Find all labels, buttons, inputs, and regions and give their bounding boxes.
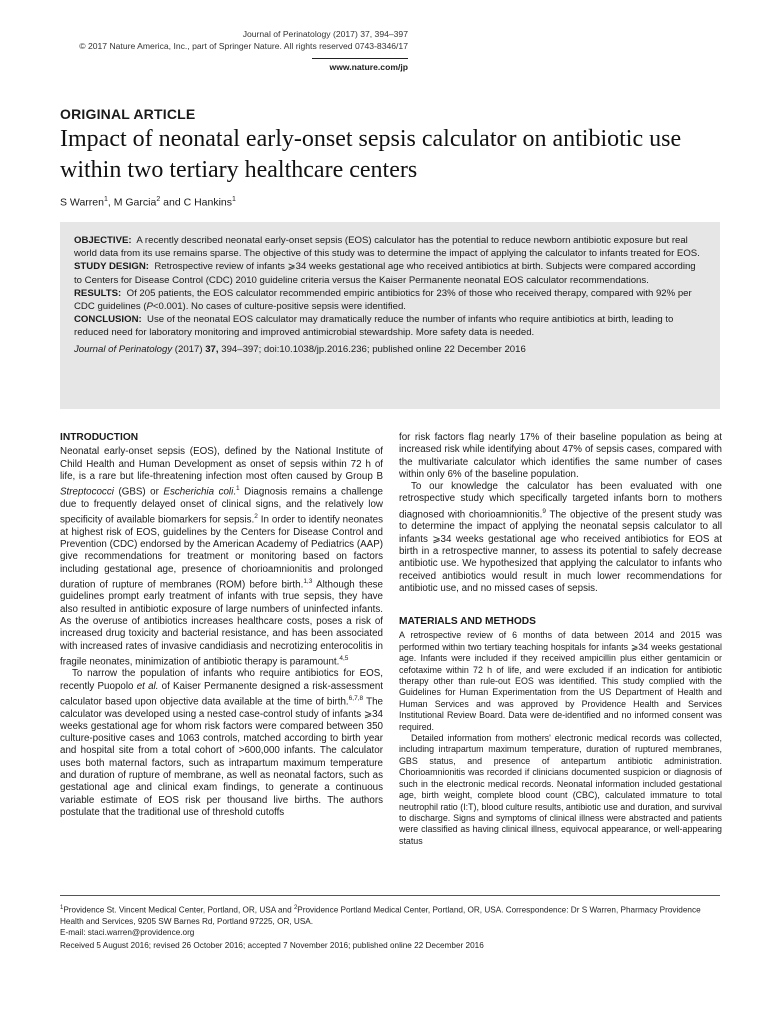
correspondence-email[interactable]: E-mail: staci.warren@providence.org [60,928,195,938]
reference-link[interactable]: 1 [236,485,240,493]
author-separator: , [107,196,114,209]
abstract-results [74,287,706,313]
citation-volume: 37, [205,343,219,355]
citation-journal: Journal of Perinatology [74,343,173,355]
author-name[interactable]: S Warren [60,196,104,209]
abstract-text: Of 205 patients, the EOS calculator recommended empiric antibiotics for 23% of those who received therapy, compared with 92% per CDC guidelines ( [74,287,692,313]
author-name[interactable]: M Garcia [113,196,157,209]
journal-url-link[interactable]: www.nature.com/jp [329,62,408,72]
abstract-label: OBJECTIVE: [74,235,132,246]
abstract-text: A recently described neonatal early-onset sepsis (EOS) calculator has the potential to reduce newborn antibiotic exposure but real world data from its use remains sparse. The objective of this study was to determine the impact of applying the calculator to infants treated for EOS. [74,235,700,260]
copyright-line: © 2017 Nature America, Inc., part of Springer Nature. All rights reserved 0743-8346/17 [79,41,408,51]
header-divider [312,58,408,59]
reference-link[interactable]: 1,3 [303,577,313,585]
p-value-symbol: P [146,301,153,313]
received-dates: Received 5 August 2016; revised 26 October 2016; accepted 7 November 2016; published online 22 December 2016 [60,941,484,950]
abstract-conclusion [74,313,706,339]
footnote-divider [60,895,720,896]
article-type-label: ORIGINAL ARTICLE [60,106,196,122]
article-citation [74,343,706,356]
body-paragraph: Neonatal early-onset sepsis (EOS), defined by the National Institute of Child Health and Human Development as onset of sepsis within 72 h of life, is a rare but life-threatening infection most often caused by Group B Streptococci (GBS) or Escherichia coli.$^1$ Diagnosis remains a challenge due to frequently delayed onset of clinical signs, and the relatively low specificity of available biomarkers for sepsis.$^2$ In order to identify neonates at highest risk of EOS, guidelines by the Centers for Disease Control and Prevention (CDC) endorsed by the American Academy of Pediatrics (AAP) give recommendations for treatment or monitoring based on factors including gestational age, presence of chorioamnionitis and prolonged duration of rupture of membranes (ROM) before birth.$^{1,3}$ Although these guidelines prompt early treatment of infants with true sepsis, they have also resulted in antibiotic exposure of large numbers of uninfected infants. As the overuse of antibiotics increases healthcare costs, poses a risk of increased drug toxicity and bacterial resistance, and has been associated with increased rates of invasive candidiasis and necrotizing enterocolitis in fragile neonates, minimization of antibiotic therapy is paramount.$^{4,5}$ [60,446,384,668]
abstract-study-design [74,260,706,286]
author-separator: and [160,196,184,209]
affiliation-marker: 1 [232,196,236,203]
abstract-text: Use of the neonatal EOS calculator may dramatically reduce the number of infants who require antibiotics at birth, leading to reduced need for laboratory monitoring and improved antimicrobial stewardship. More safety data is needed. [74,314,674,339]
affiliation-footnote: $^1$Providence St. Vincent Medical Center, Portland, OR, USA and $^2$Providence Portland Medical Center, Portland, OR, USA. Correspondence: Dr S Warren, Pharmacy Providence Health and Services, 9205 SW Barnes Rd, Portland 97225, OR, USA. E-mail: staci.warren@providence.org [60,905,701,938]
abstract-objective [74,234,706,260]
journal-header [60,28,408,52]
body-paragraph: To narrow the population of infants who require antibiotics for EOS, recently Puopolo et al. of Kaiser Permanente designed a risk-assessment calculator based upon objective data available at the time of birth.$^{6,7,8}$ The calculator was developed using a nested case-control study of infants ⩾34 weeks gestational age for whom risk factors were compared between 350 culture-positive cases and 1063 controls, matched according to birth year and hospital site from a total cohort of >600,000 infants. The calculator uses both maternal factors, such as intrapartum maximum temperature and duration of rupture of membrane, as well as neonatal factors, such as gestational age and clinical exam findings, to generate a continuous variable estimate of EOS risk per thousand live births. The authors postulate that the traditional use of threshold cutoffs [60,668,383,818]
affiliation-marker: 1 [103,196,108,203]
section-heading-introduction: INTRODUCTION [60,432,139,443]
abstract-label: STUDY DESIGN: [74,261,149,273]
reference-link[interactable]: 6,7,8 [348,695,364,702]
abstract-text: <0.001). No cases of culture-positive sepsis were identified. [152,301,406,313]
body-paragraph: To our knowledge the calculator has been evaluated with one retrospective study which specifically targeted infants born to mothers diagnosed with chorioamnionitis.$^9$ The objective of the present study was to determine the impact of applying the neonatal sepsis calculator to all infants ⩾34 weeks gestational age who received antibiotics for EOS at birth in a retrospective manner, to assess its potential to safely decrease antibiotic use. We hypothesized that applying the calculator to infants who received antibiotics would result in much lower recommendations for antibiotic use, and no missed cases of sepsis. [399,481,723,594]
section-heading-methods: MATERIALS AND METHODS [399,616,536,628]
citation-doi[interactable]: 394–397; doi:10.1038/jp.2016.236; published online 22 December 2016 [218,343,526,355]
abstract-label: RESULTS: [74,287,122,299]
section-spacer [399,595,722,616]
reference-link[interactable]: 9 [542,507,547,515]
body-paragraph: A retrospective review of 6 months of data between 2014 and 2015 was performed within two tertiary teaching hospitals for infants ⩾34 weeks gestational age. Infants were included if they received ampicillin plus either gentamicin or cefotaxime within 72 h of life, and were excluded if an indication for antibiotic therapy other than rule-out EOS was identified. This study complied with the Guidelines for Human Experimentation from the US Department of Health and Human Services and was approved by Providence Health and Services Institutional Review Board. Data were de-identified and no informed consent was required. [399,630,722,732]
reference-link[interactable]: 4,5 [339,654,349,662]
author-list [60,196,236,209]
reference-link[interactable]: 2 [254,513,258,521]
abstract-text: Retrospective review of infants ⩾34 weeks gestational age who received antibiotics at birth. Subjects were compared according to Centers for Disease Control (CDC) 2010 guideline criteria versus the Kaiser Permanente neonatal EOS calculator recommendations. [74,261,696,286]
affiliation-marker: 2 [156,196,161,203]
journal-citation-line: Journal of Perinatology (2017) 37, 394–397 [242,29,408,39]
abstract-label: CONCLUSION: [74,314,142,326]
abstract-box [60,222,720,409]
right-column [399,432,722,847]
body-paragraph: for risk factors flag nearly 17% of their baseline population as being at increased risk while identifying about 47% of sepsis cases, compared with the multivariate calculator which identifies the same number of cases within only 6% of the baseline population. [399,432,722,480]
body-paragraph: Detailed information from mothers' electronic medical records was collected, including intrapartum maximum temperature, duration of ruptured membranes, GBS status, and presence of antepartum antibiotic administration. Chorioamnionitis was recorded if clinicians documented suspicion or diagnosis of such in the electronic medical records. Neonatal information included gestational age, birth weight, complete blood count (CBC), calculated immature to total neutrophil ratio (I:T), blood culture results, antibiotic use and duration, and survival to discharge. Signs and symptoms of clinical illness were abstracted and patients were classified as having clinical illness, equivocal appearance, or well-appearing status [399,733,722,846]
citation-year: (2017) [172,343,206,355]
author-name[interactable]: C Hankins [183,196,233,209]
left-column [60,432,383,819]
article-title: Impact of neonatal early-onset sepsis calculator on antibiotic use within two tertiary healthcare centers [60,126,682,183]
